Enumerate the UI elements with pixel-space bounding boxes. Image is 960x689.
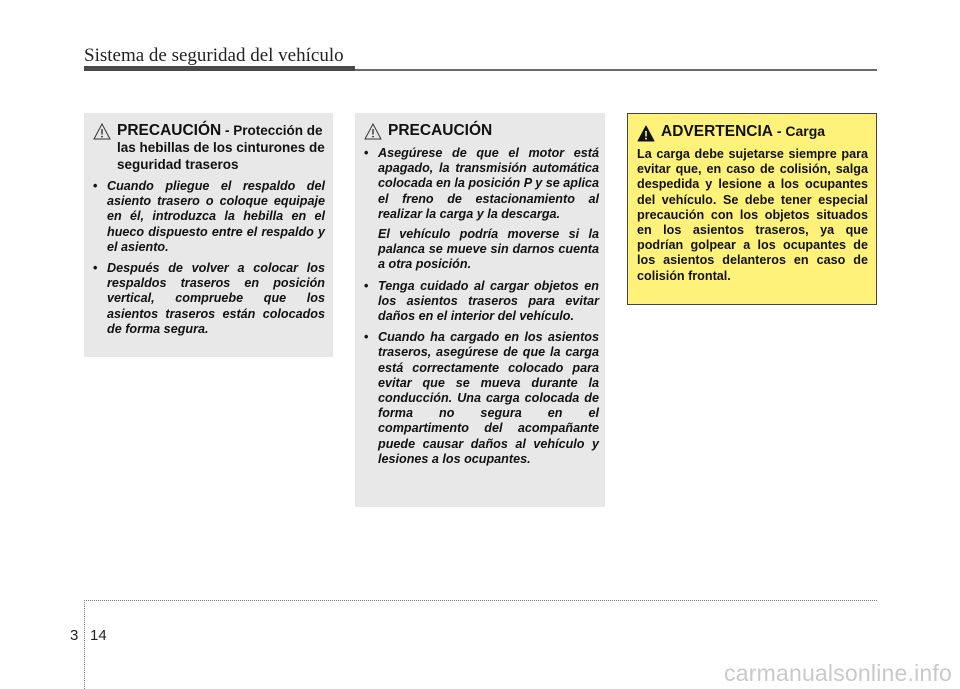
- list-item-text: Cuando pliegue el respaldo del asiento trasero o coloque equipaje en él, introduzca la hebilla en el hueco dispuesto entre el respaldo y el asiento.: [107, 179, 325, 254]
- warning-heading: [637, 123, 868, 142]
- caution-title: PRECAUCIÓN: [388, 122, 493, 139]
- caution-list: [93, 179, 325, 337]
- list-item: • Cuando ha cargado en los asientos traseros, asegúrese de que la carga está correctamente colocado para evitar que se mueva durante la conducción. Una carga colocada de forma no segura en el compartimento del acompañante puede causar daños al vehículo y lesiones a los ocupantes.: [364, 330, 599, 466]
- list-item: • Asegúrese de que el motor está apagado, la transmisión automática colocada en la posición P y se aplica el freno de estacionamiento al realizar la carga y la descarga. El vehículo podría moverse si la palanca se mueve sin darnos cuenta a otra posición.: [364, 146, 599, 272]
- caution-title: PRECAUCIÓN: [117, 122, 222, 139]
- caution-heading: [93, 122, 325, 173]
- list-item: • Tenga cuidado al cargar objetos en los asientos traseros para evitar daños en el interior del vehículo.: [364, 278, 599, 324]
- caution-subtitle: - Protección de las hebillas de los cinturones de seguridad traseros: [117, 123, 325, 172]
- list-item-text: Cuando ha cargado en los asientos traseros, asegúrese de que la carga está correctamente colocado para evitar que se mueva durante la conducción. Una carga colocada de forma no segura en el compartimento del acompañante puede causar daños al vehículo y lesiones a los ocupantes.: [378, 330, 599, 466]
- page-number: 14: [90, 627, 107, 644]
- warning-subtitle: - Carga: [772, 123, 826, 139]
- list-item-text: Asegúrese de que el motor está apagado, la transmisión automática colocada en la posición P y se aplica el freno de estacionamiento al realizar la carga y la descarga.: [378, 146, 599, 221]
- caution-box-seatbelt-buckles: [84, 113, 333, 357]
- caution-heading: [364, 122, 599, 140]
- warning-title: ADVERTENCIA: [661, 123, 773, 140]
- warning-triangle-icon: [637, 125, 655, 142]
- page-header-title: Sistema de seguridad del vehículo: [84, 45, 344, 66]
- watermark: carmanualsonline.info: [724, 660, 952, 686]
- footer-rule-horizontal: [84, 600, 877, 601]
- header-rule-thin: [355, 69, 877, 71]
- list-item-text-continued: El vehículo podría moverse si la palanca se mueve sin darnos cuenta a otra posición.: [378, 227, 599, 272]
- list-item: • Después de volver a colocar los respaldos traseros en posición vertical, compruebe que los asientos traseros están colocados de forma segura.: [93, 261, 325, 336]
- list-item-text: Después de volver a colocar los respaldos traseros en posición vertical, compruebe que los asientos traseros están colocados de forma segura.: [107, 261, 325, 336]
- warning-box-cargo: [627, 113, 877, 305]
- caution-triangle-icon: [364, 123, 382, 140]
- page-section-number: 3: [70, 627, 79, 644]
- list-item: • Cuando pliegue el respaldo del asiento trasero o coloque equipaje en él, introduzca la hebilla en el hueco dispuesto entre el respaldo y el asiento.: [93, 179, 325, 254]
- caution-triangle-icon: [93, 123, 111, 140]
- footer-rule-vertical: [84, 600, 86, 689]
- header-rule-thick: [84, 66, 355, 71]
- caution-list: [364, 146, 599, 467]
- warning-body: La carga debe sujetarse siempre para evitar que, en caso de colisión, salga despedida y lesione a los ocupantes del vehículo. Se debe tener especial precaución con los objetos situados en los asientos traseros, ya que podrían golpear a los ocupantes de los asientos delanteros en caso de colisión frontal.: [637, 147, 868, 283]
- list-item-text: Tenga cuidado al cargar objetos en los asientos traseros para evitar daños en el interior del vehículo.: [378, 278, 599, 324]
- caution-box-loading: [355, 113, 605, 507]
